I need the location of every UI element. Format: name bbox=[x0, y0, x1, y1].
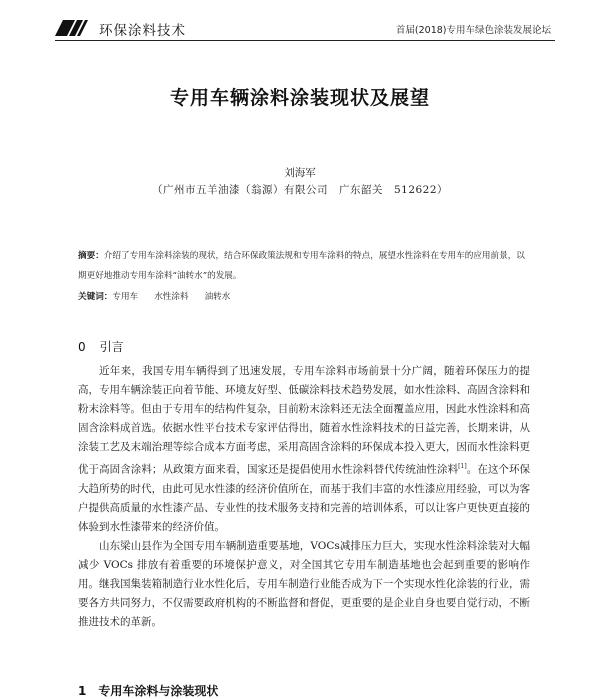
paragraph: 山东梁山县作为全国专用车辆制造重要基地，VOCs减排压力巨大，实现水性涂料涂装对大幅减少 VOCs 排放有着重要的环境保护意义，对全国其它专用车制造基地也会起到重要的影响作用。继我国集装箱制造行业水性化后，专用车制造行业能否成为下一个实现水性化涂装的行业，需要各方共同努力，不仅需要政府机构的不断监督和督促，更重要的是企业自身也要自觉行动，不断推进技术的革新。 bbox=[78, 539, 530, 628]
citation-ref: [1] bbox=[458, 463, 467, 470]
keyword: 水性涂料 bbox=[154, 292, 189, 302]
paragraph-text: 近年来，我国专用车辆得到了迅速发展，专用车涂料市场前景十分广阔，随着环保压力的提高，专用车辆涂装正向着节能、环境友好型、低碳涂料技术趋势发展，如水性涂料、高固含涂料和粉末涂料等。但由于专用车的结构件复杂，目前粉末涂料还无法全面覆盖应用，因此水性涂料和高固含涂料成首选。依据水性平台技术专家评估得出，随着水性涂料技术的日益完善，长期来讲，从涂装工艺及末端治理等综合成本方面考虑，采用高固含涂料的环保成本投入更大，因而水性涂料更优于高固含涂料；从政策方面来看，国家还是提倡使用水性涂料替代传统油性涂料 bbox=[78, 365, 530, 476]
section-number: 0 bbox=[78, 340, 86, 354]
journal-logo-icon bbox=[55, 20, 95, 36]
journal-name: 环保涂料技术 bbox=[99, 23, 186, 39]
paragraph bbox=[78, 362, 530, 537]
section-title: 专用车涂料与涂装现状 bbox=[98, 684, 219, 698]
running-header bbox=[55, 18, 555, 41]
section-body bbox=[78, 362, 530, 632]
abstract-text: 介绍了专用车涂料涂装的现状，结合环保政策法规和专用车涂料的特点，展望水性涂料在专用车的应用前景，以期更好地推动专用车涂料“油转水”的发展。 bbox=[78, 251, 525, 281]
section-heading-status bbox=[78, 682, 218, 699]
paragraph-text: 。在这个环保大趋所势的时代，由此可见水性漆的经济价值所在，而基于我们丰富的水性漆应用经验，可以为客户提供高质量的水性漆产品、专业性的技术服务支持和完善的培训体系，可以让客户更快更直接的体验到水性漆带来的经济价值。 bbox=[78, 463, 531, 533]
paper-author: 刘海军 bbox=[284, 167, 316, 179]
abstract bbox=[78, 246, 530, 286]
keywords bbox=[78, 290, 530, 302]
abstract-label: 摘要： bbox=[78, 251, 104, 261]
keywords-label: 关键词： bbox=[78, 292, 113, 302]
paper-affiliation: （广州市五羊油漆（翁源）有限公司 广东韶关 512622） bbox=[151, 184, 449, 196]
keyword: 油转水 bbox=[204, 292, 231, 302]
section-number: 1 bbox=[78, 684, 87, 698]
section-title: 引言 bbox=[99, 340, 124, 354]
keyword: 专用车 bbox=[112, 292, 139, 302]
section-heading-intro bbox=[78, 338, 124, 355]
paper-title: 专用车辆涂料涂装现状及展望 bbox=[169, 87, 430, 109]
conference-name: 首届(2018)专用车绿色涂装发展论坛 bbox=[395, 25, 551, 36]
